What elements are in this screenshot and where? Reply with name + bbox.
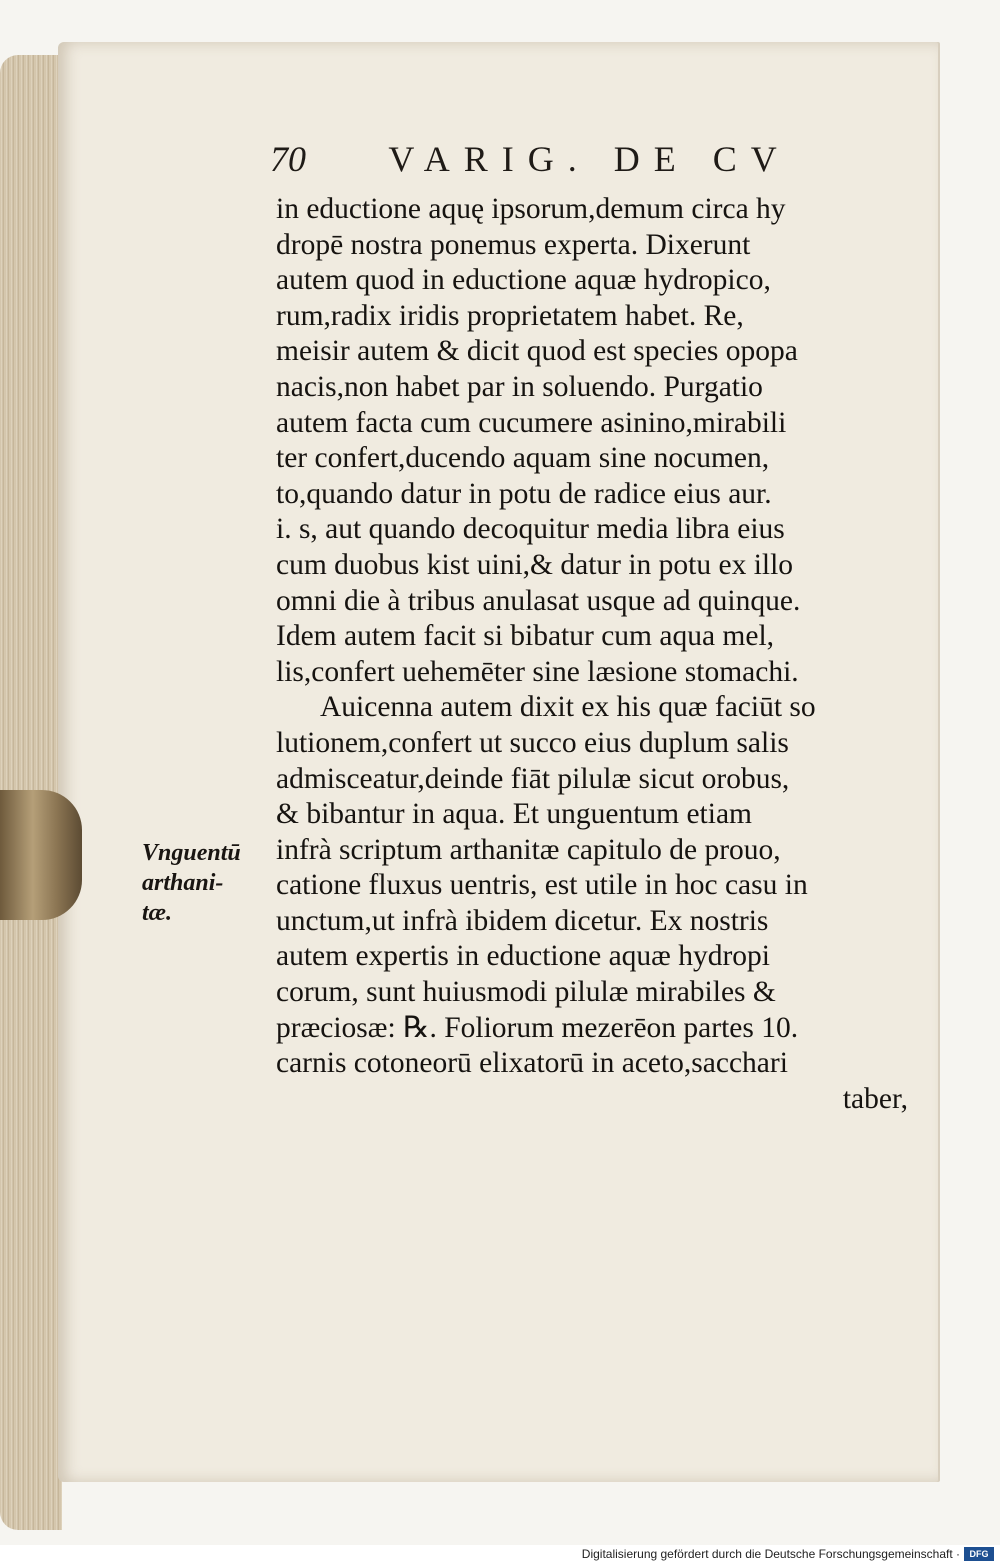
text-line: dropē nostra ponemus experta. Dixerunt: [276, 228, 751, 261]
text-line: autem expertis in eductione aquæ hydropi: [276, 940, 770, 973]
text-line: præciosæ: ℞. Foliorum mezerēon partes 10.: [276, 1011, 799, 1044]
text-line: i. s, aut quando decoquitur media libra eius: [276, 513, 785, 546]
marginal-note: [142, 838, 272, 928]
binding-clasp: [0, 790, 82, 920]
running-title: VARIG. DE CV: [388, 139, 791, 179]
text-line: lis,confert uehemēter sine læsione stomachi.: [276, 655, 799, 688]
running-header: [270, 138, 870, 180]
text-line: lutionem,confert ut succo eius duplum salis: [276, 726, 789, 759]
text-line: ter confert,ducendo aquam sine nocumen,: [276, 442, 770, 475]
footer-bar: [0, 1545, 1000, 1564]
text-line: Auicenna autem dixit ex his quæ faciūt so: [320, 691, 816, 724]
text-line: in eductione aquę ipsorum,demum circa hy: [276, 193, 786, 225]
text-line: cum duobus kist uini,& datur in potu ex illo: [276, 548, 794, 581]
text-line: catione fluxus uentris, est utile in hoc casu in: [276, 869, 808, 902]
funding-credit: Digitalisierung gefördert durch die Deutsche Forschungsgemeinschaft ·: [581, 1547, 960, 1561]
marginal-note-line: tæ.: [142, 900, 172, 926]
text-line: omni die à tribus anulasat usque ad quinque.: [276, 584, 801, 617]
marginal-note-line: arthani-: [142, 870, 224, 896]
text-line: autem quod in eductione aquæ hydropico,: [276, 264, 771, 297]
marginal-note-line: Vnguentū: [142, 840, 241, 866]
folio-number: 70: [270, 139, 306, 179]
body-text: [276, 192, 916, 1117]
text-line: nacis,non habet par in soluendo. Purgatio: [276, 370, 763, 403]
text-line: rum,radix iridis proprietatem habet. Re,: [276, 299, 744, 332]
text-line: Idem autem facit si bibatur cum aqua mel,: [276, 620, 775, 653]
text-line: infrà scriptum arthanitæ capitulo de prouo,: [276, 833, 781, 866]
text-line: corum, sunt huiusmodi pilulæ mirabiles &: [276, 976, 776, 1009]
dfg-logo-icon: DFG: [964, 1547, 994, 1561]
text-line: carnis cotoneorū elixatorū in aceto,sacchari: [276, 1047, 788, 1080]
text-line: & bibantur in aqua. Et unguentum etiam: [276, 798, 752, 831]
text-line: unctum,ut infrà ibidem dicetur. Ex nostris: [276, 904, 769, 937]
text-line: meisir autem & dicit quod est species opopa: [276, 335, 798, 368]
catchword: taber,: [842, 1082, 908, 1115]
text-line: autem facta cum cucumere asinino,mirabili: [276, 406, 787, 439]
text-line: to,quando datur in potu de radice eius aur.: [276, 477, 772, 510]
text-line: admisceatur,deinde fiāt pilulæ sicut orobus,: [276, 762, 790, 795]
